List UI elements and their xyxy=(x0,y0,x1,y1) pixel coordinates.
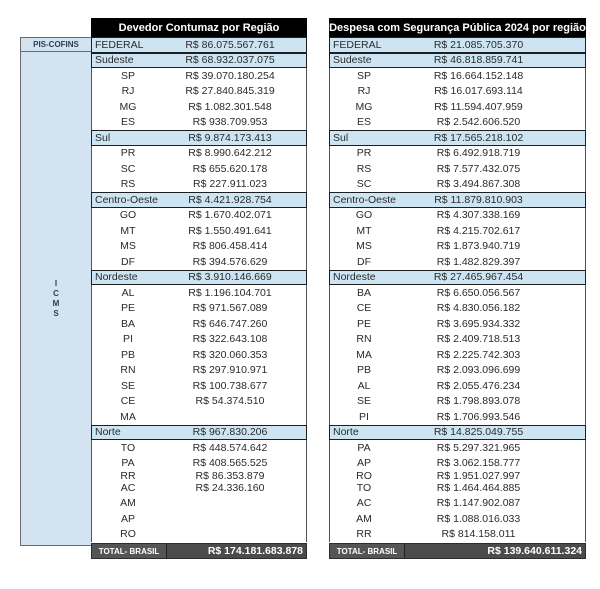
state-code: SE xyxy=(356,395,371,408)
state-row xyxy=(330,527,585,543)
amount-value: R$ 227.911.023 xyxy=(193,178,267,191)
amount-value: R$ 320.060.353 xyxy=(192,348,268,361)
state-row xyxy=(330,480,585,496)
state-code: MG xyxy=(119,100,137,113)
state-row xyxy=(92,285,306,301)
state-code: MA xyxy=(356,348,372,361)
total-label: TOTAL- BRASIL xyxy=(330,544,405,558)
region-name: Sul xyxy=(95,131,111,144)
pis-cofins-label: PIS-COFINS xyxy=(20,37,91,52)
amount-value: R$ 1.550.491.641 xyxy=(188,224,272,237)
region-row xyxy=(329,192,586,208)
state-code: CE xyxy=(356,302,372,315)
state-row xyxy=(330,471,585,480)
region-name: Nordeste xyxy=(333,271,376,284)
amount-value: R$ 4.307.338.169 xyxy=(436,209,521,222)
state-row xyxy=(92,115,306,131)
state-code: RN xyxy=(120,364,136,377)
table-body xyxy=(91,37,307,542)
state-code: AP xyxy=(120,512,135,525)
total-value: R$ 174.181.683.878 xyxy=(207,545,303,557)
state-row xyxy=(92,161,306,177)
amount-value: R$ 3.062.158.777 xyxy=(436,457,521,470)
table-title: Devedor Contumaz por Região xyxy=(91,18,307,37)
state-code: CE xyxy=(120,395,136,408)
state-code: AM xyxy=(356,512,372,525)
state-row xyxy=(92,378,306,394)
amount-value: R$ 2.055.476.234 xyxy=(436,379,521,392)
state-row xyxy=(330,332,585,348)
region-row xyxy=(91,192,307,208)
amount-value: R$ 3.910.146.669 xyxy=(188,271,272,284)
state-row xyxy=(92,363,306,379)
amount-value: R$ 6.492.918.719 xyxy=(436,147,521,160)
state-code: BA xyxy=(356,286,371,299)
state-row xyxy=(330,208,585,224)
amount-value: R$ 2.542.606.520 xyxy=(436,116,521,129)
state-row xyxy=(92,496,306,512)
state-code: RR xyxy=(120,469,136,482)
state-row xyxy=(92,146,306,162)
icms-letter: S xyxy=(53,308,59,318)
state-code: PA xyxy=(121,457,135,470)
state-code: AL xyxy=(357,379,371,392)
amount-value: R$ 7.577.432.075 xyxy=(436,162,521,175)
state-code: MG xyxy=(355,100,373,113)
amount-value: R$ 1.088.016.033 xyxy=(436,512,521,525)
state-row xyxy=(330,146,585,162)
amount-value: R$ 4.215.702.617 xyxy=(436,224,521,237)
state-code: AC xyxy=(120,481,136,494)
region-row xyxy=(91,270,307,286)
amount-value: R$ 68.932.037.075 xyxy=(185,54,275,67)
amount-value: R$ 1.706.993.546 xyxy=(436,410,521,423)
state-code: GO xyxy=(355,209,373,222)
state-row xyxy=(330,254,585,270)
amount-value: R$ 1.082.301.548 xyxy=(188,100,272,113)
state-code: AL xyxy=(121,286,135,299)
amount-value: R$ 2.409.718.513 xyxy=(436,333,521,346)
state-code: RR xyxy=(356,528,372,541)
state-code: PA xyxy=(357,441,371,454)
amount-value: R$ 938.709.953 xyxy=(192,116,268,129)
state-row xyxy=(330,115,585,131)
state-code: MS xyxy=(120,240,136,253)
region-row xyxy=(329,53,586,69)
amount-value: R$ 1.670.402.071 xyxy=(188,209,272,222)
state-code: AM xyxy=(120,497,136,510)
region-name: Sudeste xyxy=(333,54,372,67)
tax-category-labels xyxy=(20,37,91,546)
state-row xyxy=(330,223,585,239)
amount-value: R$ 27.840.845.319 xyxy=(185,85,275,98)
state-row xyxy=(92,440,306,456)
amount-value: R$ 14.825.049.755 xyxy=(433,426,524,439)
state-row xyxy=(330,363,585,379)
state-row xyxy=(92,223,306,239)
amount-value: R$ 1.464.464.885 xyxy=(436,481,521,494)
state-row xyxy=(92,254,306,270)
amount-value: R$ 1.951.027.997 xyxy=(436,469,521,482)
amount-value: R$ 24.336.160 xyxy=(195,481,265,494)
state-row xyxy=(330,316,585,332)
state-row xyxy=(330,409,585,425)
amount-value: R$ 2.093.096.699 xyxy=(436,364,521,377)
state-row xyxy=(92,208,306,224)
state-code: AC xyxy=(356,497,372,510)
amount-value: R$ 322.643.108 xyxy=(192,333,268,346)
state-code: PB xyxy=(120,348,135,361)
amount-value: R$ 46.818.859.741 xyxy=(433,54,524,67)
region-row xyxy=(91,53,307,69)
amount-value: R$ 967.830.206 xyxy=(192,426,268,439)
state-code: PI xyxy=(123,333,133,346)
icms-letter: M xyxy=(52,298,60,308)
amount-value: R$ 86.075.567.761 xyxy=(185,38,275,51)
region-name: Centro-Oeste xyxy=(333,193,397,206)
state-code: PR xyxy=(356,147,372,160)
state-code: ES xyxy=(356,116,371,129)
amount-value: R$ 1.482.829.397 xyxy=(436,255,521,268)
state-code: DF xyxy=(121,255,135,268)
state-code: PE xyxy=(120,302,135,315)
state-code: PB xyxy=(356,364,371,377)
state-code: MS xyxy=(356,240,372,253)
state-row xyxy=(92,409,306,425)
state-row xyxy=(92,480,306,496)
amount-value: R$ 11.594.407.959 xyxy=(434,100,523,113)
state-code: RS xyxy=(356,162,372,175)
amount-value: R$ 54.374.510 xyxy=(195,395,265,408)
state-row xyxy=(92,301,306,317)
state-row xyxy=(92,511,306,527)
amount-value: R$ 21.085.705.370 xyxy=(433,38,524,51)
region-row xyxy=(91,425,307,441)
icms-letter: I xyxy=(54,278,58,288)
table-body xyxy=(329,37,586,542)
amount-value: R$ 971.567.089 xyxy=(192,302,268,315)
state-row xyxy=(330,68,585,84)
state-code: BA xyxy=(120,317,135,330)
region-name: Centro-Oeste xyxy=(95,193,159,206)
region-row xyxy=(329,37,586,53)
state-code: PI xyxy=(359,410,369,423)
amount-value: R$ 16.017.693.114 xyxy=(434,85,523,98)
state-code: RJ xyxy=(121,85,135,98)
state-row xyxy=(330,496,585,512)
state-code: RJ xyxy=(357,85,371,98)
amount-value: R$ 8.990.642.212 xyxy=(188,147,272,160)
devedor-contumaz-table xyxy=(91,18,307,559)
region-name: FEDERAL xyxy=(333,38,382,51)
amount-value: R$ 1.798.893.078 xyxy=(436,395,521,408)
amount-value: R$ 39.070.180.254 xyxy=(185,69,275,82)
state-code: RO xyxy=(356,469,372,482)
state-row xyxy=(330,239,585,255)
state-row xyxy=(330,440,585,456)
state-row xyxy=(92,471,306,480)
state-code: TO xyxy=(120,441,136,454)
state-code: SP xyxy=(356,69,371,82)
amount-value: R$ 1.196.104.701 xyxy=(188,286,272,299)
amount-value: R$ 4.421.928.754 xyxy=(188,193,272,206)
state-code: SE xyxy=(120,379,135,392)
amount-value: R$ 5.297.321.965 xyxy=(436,441,521,454)
state-row xyxy=(330,347,585,363)
region-row xyxy=(329,130,586,146)
table-title: Despesa com Segurança Pública 2024 por região xyxy=(329,18,586,37)
state-row xyxy=(330,285,585,301)
state-code: DF xyxy=(357,255,371,268)
state-row xyxy=(330,177,585,193)
state-row xyxy=(92,99,306,115)
amount-value: R$ 16.664.152.148 xyxy=(433,69,524,82)
icms-label xyxy=(20,52,91,546)
state-code: SP xyxy=(120,69,135,82)
region-name: Sul xyxy=(333,131,349,144)
total-row xyxy=(329,543,586,559)
total-value: R$ 139.640.611.324 xyxy=(487,545,582,557)
amount-value: R$ 9.874.173.413 xyxy=(188,131,272,144)
amount-value: R$ 3.494.867.308 xyxy=(436,178,521,191)
amount-value: R$ 408.565.525 xyxy=(192,457,268,470)
icms-letter: C xyxy=(53,288,59,298)
state-row xyxy=(92,84,306,100)
region-name: Nordeste xyxy=(95,271,138,284)
state-row xyxy=(92,347,306,363)
amount-value: R$ 6.650.056.567 xyxy=(436,286,521,299)
state-code: SC xyxy=(356,178,372,191)
region-row xyxy=(91,37,307,53)
region-name: Norte xyxy=(95,426,121,439)
amount-value: R$ 86.353.879 xyxy=(195,469,265,482)
state-code: PR xyxy=(120,147,136,160)
seguranca-publica-table xyxy=(329,18,586,559)
region-row xyxy=(329,425,586,441)
amount-value: R$ 3.695.934.332 xyxy=(436,317,521,330)
total-row xyxy=(91,543,307,559)
state-code: AP xyxy=(356,457,371,470)
amount-value: R$ 11.879.810.903 xyxy=(434,193,523,206)
amount-value: R$ 2.225.742.303 xyxy=(436,348,521,361)
region-row xyxy=(91,130,307,146)
region-name: FEDERAL xyxy=(95,38,144,51)
amount-value: R$ 448.574.642 xyxy=(192,441,268,454)
amount-value: R$ 1.873.940.719 xyxy=(436,240,521,253)
amount-value: R$ 297.910.971 xyxy=(192,364,268,377)
state-code: RN xyxy=(356,333,372,346)
state-code: MT xyxy=(120,224,136,237)
amount-value: R$ 646.747.260 xyxy=(192,317,268,330)
state-row xyxy=(92,394,306,410)
state-row xyxy=(92,527,306,543)
total-label: TOTAL- BRASIL xyxy=(92,544,167,558)
state-code: MA xyxy=(120,410,136,423)
state-row xyxy=(92,332,306,348)
state-row xyxy=(330,161,585,177)
state-code: RO xyxy=(120,528,136,541)
region-row xyxy=(329,270,586,286)
amount-value: R$ 806.458.414 xyxy=(192,240,268,253)
state-code: MT xyxy=(356,224,372,237)
state-row xyxy=(92,316,306,332)
state-row xyxy=(330,99,585,115)
state-code: SC xyxy=(120,162,136,175)
amount-value: R$ 655.620.178 xyxy=(192,162,268,175)
state-code: TO xyxy=(356,481,372,494)
amount-value: R$ 27.465.967.454 xyxy=(433,271,524,284)
region-name: Sudeste xyxy=(95,54,134,67)
amount-value: R$ 814.158.011 xyxy=(441,528,516,541)
region-name: Norte xyxy=(333,426,359,439)
amount-value: R$ 394.576.629 xyxy=(192,255,268,268)
state-code: RS xyxy=(120,178,136,191)
state-row xyxy=(330,301,585,317)
state-code: GO xyxy=(119,209,137,222)
state-row xyxy=(92,239,306,255)
amount-value: R$ 1.147.902.087 xyxy=(436,497,521,510)
amount-value: R$ 100.738.677 xyxy=(192,379,268,392)
state-code: ES xyxy=(120,116,135,129)
amount-value: R$ 17.565.218.102 xyxy=(433,131,524,144)
state-row xyxy=(330,511,585,527)
state-row xyxy=(330,378,585,394)
state-code: PE xyxy=(356,317,371,330)
state-row xyxy=(330,84,585,100)
state-row xyxy=(330,394,585,410)
state-row xyxy=(92,68,306,84)
amount-value: R$ 4.830.056.182 xyxy=(436,302,521,315)
state-row xyxy=(92,177,306,193)
